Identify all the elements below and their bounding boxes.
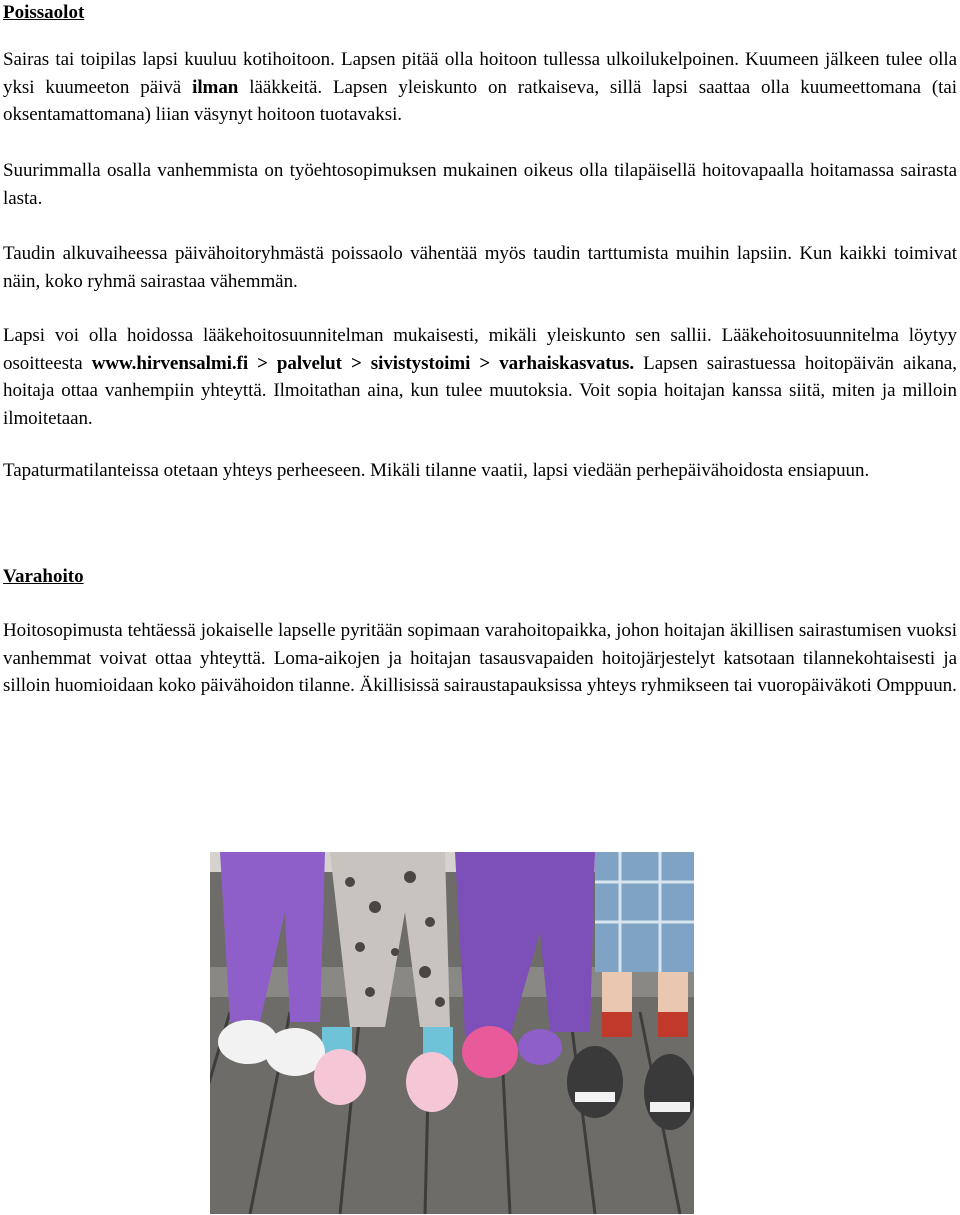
section-heading-varahoito: Varahoito <box>3 566 84 587</box>
paragraph-text: Lapsen sairastuessa hoitopäivän aikana, hoitaja ottaa vanhempiin yhteyttä. Ilmoitathan aina, kun tulee muutoksia. Voit sopia hoitajan kanssa siitä, miten ja milloin ilmoitetaan. <box>3 352 958 429</box>
paragraph-text: lääkkeitä. Lapsen yleiskunto on ratkaiseva, sillä lapsi saattaa olla kuumeettomana (tai oksentamattomana) liian väsynyt hoitoon tuotavaksi. <box>3 76 957 125</box>
paragraph-text: Sairas tai toipilas lapsi kuuluu kotihoitoon. Lapsen pitää olla hoitoon tullessa ulkoilukelpoinen. Kuumeen jälkeen tulee olla yksi kuumeeton päivä <box>3 49 957 98</box>
paragraph-substitute-care: Hoitosopimusta tehtäessä jokaiselle lapselle pyritään sopimaan varahoitopaikka, johon hoitajan äkillisen sairastumisen vuoksi vanhemmat voivat ottaa yhteyttä. Loma-aikojen ja hoitajan tasausvapaiden hoitojärjestelyt katsotaan tilannekohtaisesti ja silloin huomioidaan koko päivähoidon tilanne. Äkillisissä sairaustapauksissa yhteys ryhmikseen tai vuoropäiväkoti Omppuun. <box>3 620 957 696</box>
red-sock <box>658 1012 688 1037</box>
children-feet-photo <box>210 852 694 1214</box>
paragraph-text: Lapsi voi olla hoidossa lääkehoitosuunnitelman mukaisesti, mikäli yleiskunto sen sallii. Lääkehoitosuunnitelma löytyy osoitteesta <box>3 325 957 374</box>
paragraph-medication-plan <box>3 322 957 432</box>
pink-sneaker <box>406 1052 458 1112</box>
black-sneaker <box>567 1046 623 1118</box>
emphasis-text: ilman <box>192 76 239 98</box>
paragraph-accidents: Tapaturmatilanteissa otetaan yhteys perheeseen. Mikäli tilanne vaatii, lapsi viedään perhepäivähoidosta ensiapuun. <box>3 460 870 481</box>
red-sock <box>602 1012 632 1037</box>
paragraph-early-stage: Taudin alkuvaiheessa päivähoitoryhmästä poissaolo vähentää myös taudin tarttumista muihin lapsiin. Kun kaikki toimivat näin, koko ryhmä sairastaa vähemmän. <box>3 243 957 292</box>
photo-illustration <box>210 852 694 1214</box>
black-sneaker <box>644 1054 694 1130</box>
shoe-strap <box>650 1102 690 1112</box>
website-path-link[interactable]: www.hirvensalmi.fi > palvelut > sivistystoimi > varhaiskasvatus. <box>91 352 635 374</box>
bare-leg <box>658 972 688 1017</box>
plaid-shorts <box>595 852 694 972</box>
pink-sneaker <box>314 1049 366 1105</box>
section-heading-poissaolot: Poissaolot <box>3 2 85 23</box>
paragraph-care-leave: Suurimmalla osalla vanhemmista on työehtosopimuksen mukainen oikeus olla tilapäisellä hoitovapaalla hoitamassa sairasta lasta. <box>3 160 957 209</box>
purple-shoe <box>518 1029 562 1065</box>
shoe-strap <box>575 1092 615 1102</box>
paragraph-illness <box>3 46 957 129</box>
pink-clog <box>462 1026 518 1078</box>
bare-leg <box>602 972 632 1017</box>
